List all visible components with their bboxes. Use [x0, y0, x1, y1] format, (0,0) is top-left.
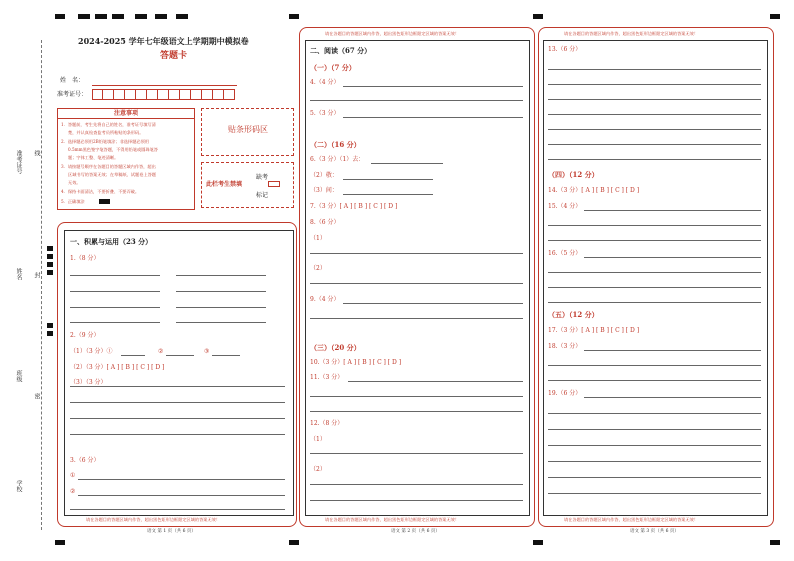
timing-mark — [155, 14, 167, 19]
card-title: 2024-2025 学年七年级语文上学期期中模拟卷 — [78, 36, 249, 46]
q6-3-label: （3）间： — [310, 187, 338, 194]
q1-line[interactable] — [176, 307, 266, 308]
q10-choice[interactable]: 10.（3 分）[ A ] [ B ] [ C ] [ D ] — [310, 359, 402, 366]
q18-label: 18.（3 分） — [548, 343, 582, 350]
q2-label: 2.（9 分） — [70, 332, 100, 339]
page1-section-title: 一、积累与运用（23 分） — [70, 237, 153, 246]
page1-footer: 语文 第 1 页（共 6 页） — [147, 529, 196, 534]
q6-1-blank[interactable] — [371, 163, 443, 164]
notice-line: 0.5mm黑色签字笔答题，不得用铅笔或圆珠笔答 — [68, 147, 158, 152]
q12-line[interactable] — [310, 500, 523, 501]
q2-1b-label: ② — [158, 348, 164, 355]
part2-title: （二）（16 分） — [310, 140, 361, 149]
notice-line: 1．答题前，考生先将自己的姓名，准考证号填写清 — [61, 122, 156, 127]
q1-line[interactable] — [70, 291, 160, 292]
q15-line[interactable] — [548, 225, 761, 226]
q12-line[interactable] — [310, 484, 523, 485]
q1-line[interactable] — [176, 322, 266, 323]
q6-2-blank[interactable] — [343, 179, 433, 180]
side-mark — [47, 246, 53, 251]
q2-3-line[interactable] — [70, 402, 285, 403]
side-mark — [47, 254, 53, 259]
q2-3-label: （3）（3 分） — [70, 379, 107, 386]
q1-line[interactable] — [70, 307, 160, 308]
absent-checkbox[interactable] — [268, 181, 280, 187]
q12-1-label: （1） — [310, 436, 326, 443]
page1-warning: 请在各题目的答题区域内作答，超出黑色矩形边框限定区域的答案无效！ — [86, 517, 221, 522]
notice-line: 无效。 — [68, 180, 81, 185]
fill-sample — [99, 199, 110, 204]
q3-line[interactable] — [70, 509, 285, 510]
q8-label: 8.（6 分） — [310, 219, 340, 226]
q2-1b-blank[interactable] — [166, 355, 194, 356]
q16-line[interactable] — [548, 287, 761, 288]
notice-line: 题；字体工整、笔迹清晰。 — [68, 155, 119, 160]
part5-title: （五）（12 分） — [548, 310, 599, 319]
timing-mark — [533, 14, 543, 19]
q3-1-label: ① — [70, 472, 76, 479]
timing-mark — [55, 540, 65, 545]
part3-title: （三）（20 分） — [310, 343, 361, 352]
q18-line[interactable] — [584, 350, 761, 351]
q2-1-blank[interactable] — [121, 355, 145, 356]
page1-answer-area — [64, 230, 294, 516]
q11-label: 11.（3 分） — [310, 374, 344, 381]
notice-line: 楚，并认真检查监考员所粘贴的条形码。 — [68, 130, 144, 135]
q1-line[interactable] — [176, 275, 266, 276]
card-subtitle: 答题卡 — [160, 51, 188, 61]
q9-label: 9.（4 分） — [310, 296, 340, 303]
notice-line: 3．请按题号顺序在各题目的答题区域内作答，超出 — [61, 164, 156, 169]
absent-label: 此栏考生禁填 — [206, 181, 243, 188]
q13-line[interactable] — [548, 144, 761, 145]
timing-mark — [95, 14, 107, 19]
side-name-label: 姓名 — [15, 268, 22, 280]
q13-line[interactable] — [548, 69, 761, 70]
side-mark — [47, 323, 53, 328]
side-secret-label: 密 — [33, 393, 40, 399]
side-class-label: 班级 — [15, 370, 22, 382]
q3-2-label: ② — [70, 488, 76, 495]
q17-choice[interactable]: 17.（3 分）[ A ] [ B ] [ C ] [ D ] — [548, 327, 640, 334]
q1-label: 1.（8 分） — [70, 255, 100, 262]
page2-section-title: 二、阅读（67 分） — [310, 46, 372, 55]
q19-line[interactable] — [584, 397, 761, 398]
q3-label: 3.（6 分） — [70, 457, 100, 464]
q19-line[interactable] — [548, 413, 761, 414]
q19-line[interactable] — [548, 461, 761, 462]
side-id-label: 准考证号 — [15, 150, 22, 174]
q2-2-choice[interactable]: （2）（3 分）[ A ] [ B ] [ C ] [ D ] — [70, 364, 165, 371]
q1-line[interactable] — [70, 275, 160, 276]
q19-line[interactable] — [548, 445, 761, 446]
timing-mark — [176, 14, 188, 19]
page2-warning-bottom: 请在各题目的答题区域内作答，超出黑色矩形边框限定区域的答案无效！ — [325, 517, 460, 522]
q12-2-label: （2） — [310, 466, 326, 473]
side-mark — [47, 270, 53, 275]
q19-line[interactable] — [548, 493, 761, 494]
q6-label: 6.（3 分）（1）去： — [310, 156, 365, 163]
timing-mark — [533, 540, 543, 545]
side-line-label: 线 — [33, 150, 40, 156]
q16-line[interactable] — [548, 302, 761, 303]
q16-label: 16.（5 分） — [548, 250, 582, 257]
q18-line[interactable] — [548, 380, 761, 381]
q2-1c-label: ③ — [204, 348, 210, 355]
q19-line[interactable] — [548, 429, 761, 430]
binding-line — [41, 40, 42, 530]
q13-line[interactable] — [548, 84, 761, 85]
q2-3-line[interactable] — [70, 386, 285, 387]
q9-line[interactable] — [343, 303, 523, 304]
q4-label: 4.（4 分） — [310, 79, 340, 86]
notice-line: 4．保持卡面清洁，不要折叠、不要弄破。 — [61, 189, 140, 194]
q5-label: 5.（3 分） — [310, 110, 340, 117]
q19-line[interactable] — [548, 477, 761, 478]
q3-2-line[interactable] — [78, 495, 285, 496]
q2-3-line[interactable] — [70, 418, 285, 419]
page2-warning-top: 请在各题目的答题区域内作答，超出黑色矩形边框限定区域的答案无效！ — [325, 31, 460, 36]
q4-line[interactable] — [343, 86, 523, 87]
q14-choice[interactable]: 14.（3 分）[ A ] [ B ] [ C ] [ D ] — [548, 187, 640, 194]
page3-footer: 语文 第 3 页（共 6 页） — [630, 529, 679, 534]
q5-line[interactable] — [343, 117, 523, 118]
q2-3-line[interactable] — [70, 434, 285, 435]
q18-line[interactable] — [548, 365, 761, 366]
q19-label: 19.（6 分） — [548, 390, 582, 397]
name-label: 姓 名： — [60, 77, 85, 84]
timing-mark — [289, 540, 299, 545]
side-mark — [47, 262, 53, 267]
q11-line[interactable] — [348, 381, 523, 382]
q12-line[interactable] — [310, 453, 523, 454]
page2-footer: 语文 第 2 页（共 6 页） — [391, 529, 440, 534]
q2-1-label: （1）（3 分）① — [70, 348, 113, 355]
barcode-label: 贴条形码区 — [228, 125, 268, 134]
side-mark — [47, 331, 53, 336]
absent-text-1: 缺考 — [256, 174, 269, 181]
q15-label: 15.（4 分） — [548, 203, 582, 210]
q8-line[interactable] — [310, 283, 523, 284]
q12-label: 12.（8 分） — [310, 420, 344, 427]
id-label: 准考证号： — [57, 91, 88, 98]
q8-1-label: （1） — [310, 235, 326, 242]
q1-line[interactable] — [176, 291, 266, 292]
timing-mark — [770, 14, 780, 19]
timing-mark — [135, 14, 147, 19]
q6-2-label: （2）敬： — [310, 172, 338, 179]
q4-line[interactable] — [310, 100, 523, 101]
q13-line[interactable] — [548, 99, 761, 100]
q8-line[interactable] — [310, 253, 523, 254]
page3-warning-bottom: 请在各题目的答题区域内作答，超出黑色矩形边框限定区域的答案无效！ — [564, 517, 699, 522]
notice-line: 区域书写的答案无效；在草稿纸、试题卷上答题 — [68, 172, 156, 177]
side-seal-label: 封 — [33, 272, 40, 278]
id-boxes[interactable] — [92, 89, 235, 100]
side-school-label: 学校 — [15, 480, 22, 492]
part1-title: （一）（7 分） — [310, 63, 356, 72]
q7-choice[interactable]: 7.（3 分）[ A ] [ B ] [ C ] [ D ] — [310, 203, 398, 210]
absent-text-2: 标记 — [256, 192, 269, 199]
q16-line[interactable] — [584, 257, 761, 258]
notice-heading: 注意事项 — [114, 110, 139, 117]
timing-mark — [55, 14, 65, 19]
q16-line[interactable] — [548, 272, 761, 273]
q2-1c-blank[interactable] — [212, 355, 240, 356]
page3-warning-top: 请在各题目的答题区域内作答，超出黑色矩形边框限定区域的答案无效！ — [564, 31, 699, 36]
part4-title: （四）（12 分） — [548, 170, 599, 179]
timing-mark — [770, 540, 780, 545]
q11-line[interactable] — [310, 411, 523, 412]
q1-line[interactable] — [70, 322, 160, 323]
name-field[interactable] — [92, 85, 237, 86]
q13-line[interactable] — [548, 159, 761, 160]
q9-line[interactable] — [310, 318, 523, 319]
q6-3-blank[interactable] — [343, 194, 433, 195]
notice-line: 5．正确填涂 — [61, 199, 85, 204]
q15-line[interactable] — [584, 210, 761, 211]
q15-line[interactable] — [548, 240, 761, 241]
notice-line: 2．选择题必须用2B铅笔填涂；非选择题必须用 — [61, 139, 149, 144]
q8-2-label: （2） — [310, 265, 326, 272]
timing-mark — [112, 14, 124, 19]
q13-line[interactable] — [548, 114, 761, 115]
q13-line[interactable] — [548, 129, 761, 130]
timing-mark — [289, 14, 299, 19]
timing-mark — [78, 14, 90, 19]
q11-line[interactable] — [310, 396, 523, 397]
q13-label: 13.（6 分） — [548, 46, 582, 53]
q3-1-line[interactable] — [78, 479, 285, 480]
